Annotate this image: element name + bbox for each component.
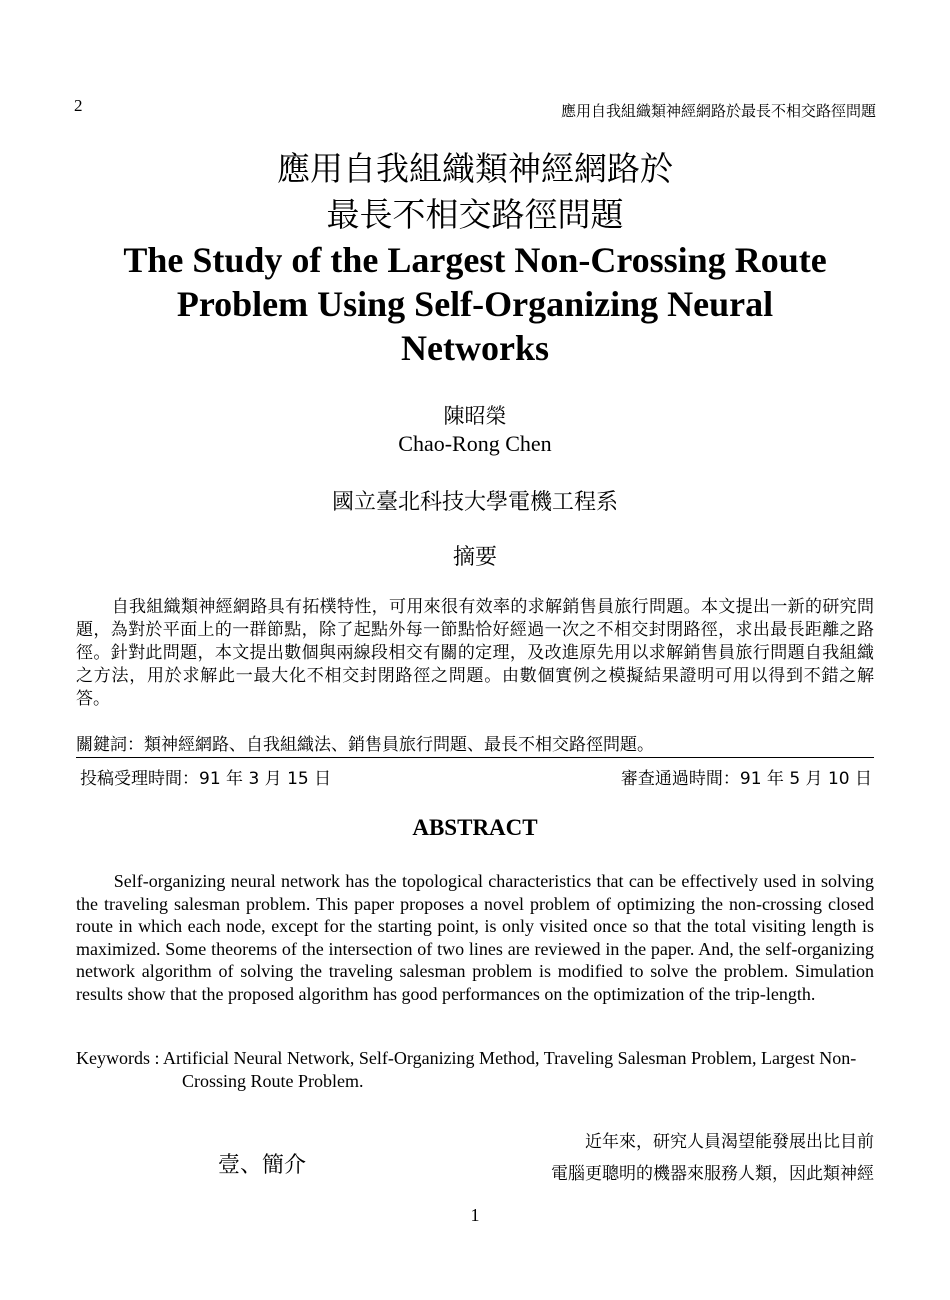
running-title: 應用自我組織類神經網路於最長不相交路徑問題 <box>560 102 876 120</box>
keywords-en: Keywords : Artificial Neural Network, Self-Organizing Method, Traveling Salesman Problem, Largest Non-Crossing Route Problem. <box>76 1048 857 1091</box>
title-en-line3: Networks <box>401 328 549 368</box>
accepted-date: 審查通過時間：91 年 5 月 10 日 <box>620 769 872 789</box>
title-zh-line1: 應用自我組織類神經網路於 <box>277 149 673 188</box>
section-heading-introduction: 壹、簡介 <box>218 1153 307 1178</box>
introduction-line-2: 電腦更聰明的機器來服務人類，因此類神經 <box>551 1164 874 1184</box>
title-zh-line2: 最長不相交路徑問題 <box>326 195 624 234</box>
title-en-line1: The Study of the Largest Non-Crossing Route <box>123 240 827 280</box>
keywords-zh: 關鍵詞：類神經網路、自我組織法、銷售員旅行問題、最長不相交路徑問題。 <box>76 735 654 755</box>
abstract-en-heading: ABSTRACT <box>412 815 538 840</box>
abstract-zh-heading: 摘要 <box>452 545 497 570</box>
abstract-zh-text: 自我組織類神經網路具有拓樸特性，可用來很有效率的求解銷售員旅行問題。本文提出一新的研究問題，為對於平面上的一群節點，除了起點外每一節點恰好經過一次之不相交封閉路徑，求出最長距離之路徑。針對此問題，本文提出數個與兩線段相交有關的定理，及改進原先用以求解銷售員旅行問題自我組織之方法，用於求解此一最大化不相交封閉路徑之問題。由數個實例之模擬結果證明可用以得到不錯之解答。 <box>76 597 874 709</box>
author-affiliation: 國立臺北科技大學電機工程系 <box>331 490 618 515</box>
introduction-line-1: 近年來，研究人員渴望能發展出比目前 <box>585 1132 874 1152</box>
title-en-line2: Problem Using Self-Organizing Neural <box>176 284 774 324</box>
author-name-en: Chao-Rong Chen <box>398 431 552 456</box>
title-block <box>60 146 890 370</box>
page-number-top: 2 <box>74 96 83 115</box>
author-name-zh: 陳昭榮 <box>443 404 507 428</box>
abstract-en-text: Self-organizing neural network has the topological characteristics that can be effectively used in solving the traveling salesman problem. This paper proposes a novel problem of optimizing the non-crossing closed route in which each node, except for the starting point, is only visited once so that the total visiting length is maximized. Some theorems of the intersection of two lines are reviewed in the paper. And, the self-organizing network algorithm of solving the traveling salesman problem is modified to solve the problem. Simulation results show that the proposed algorithm has good performances on the optimization of the trip-length. <box>76 871 874 1004</box>
page-number-bottom: 1 <box>470 1205 480 1225</box>
divider-rule <box>76 757 874 758</box>
received-date: 投稿受理時間：91 年 3 月 15 日 <box>80 769 332 789</box>
